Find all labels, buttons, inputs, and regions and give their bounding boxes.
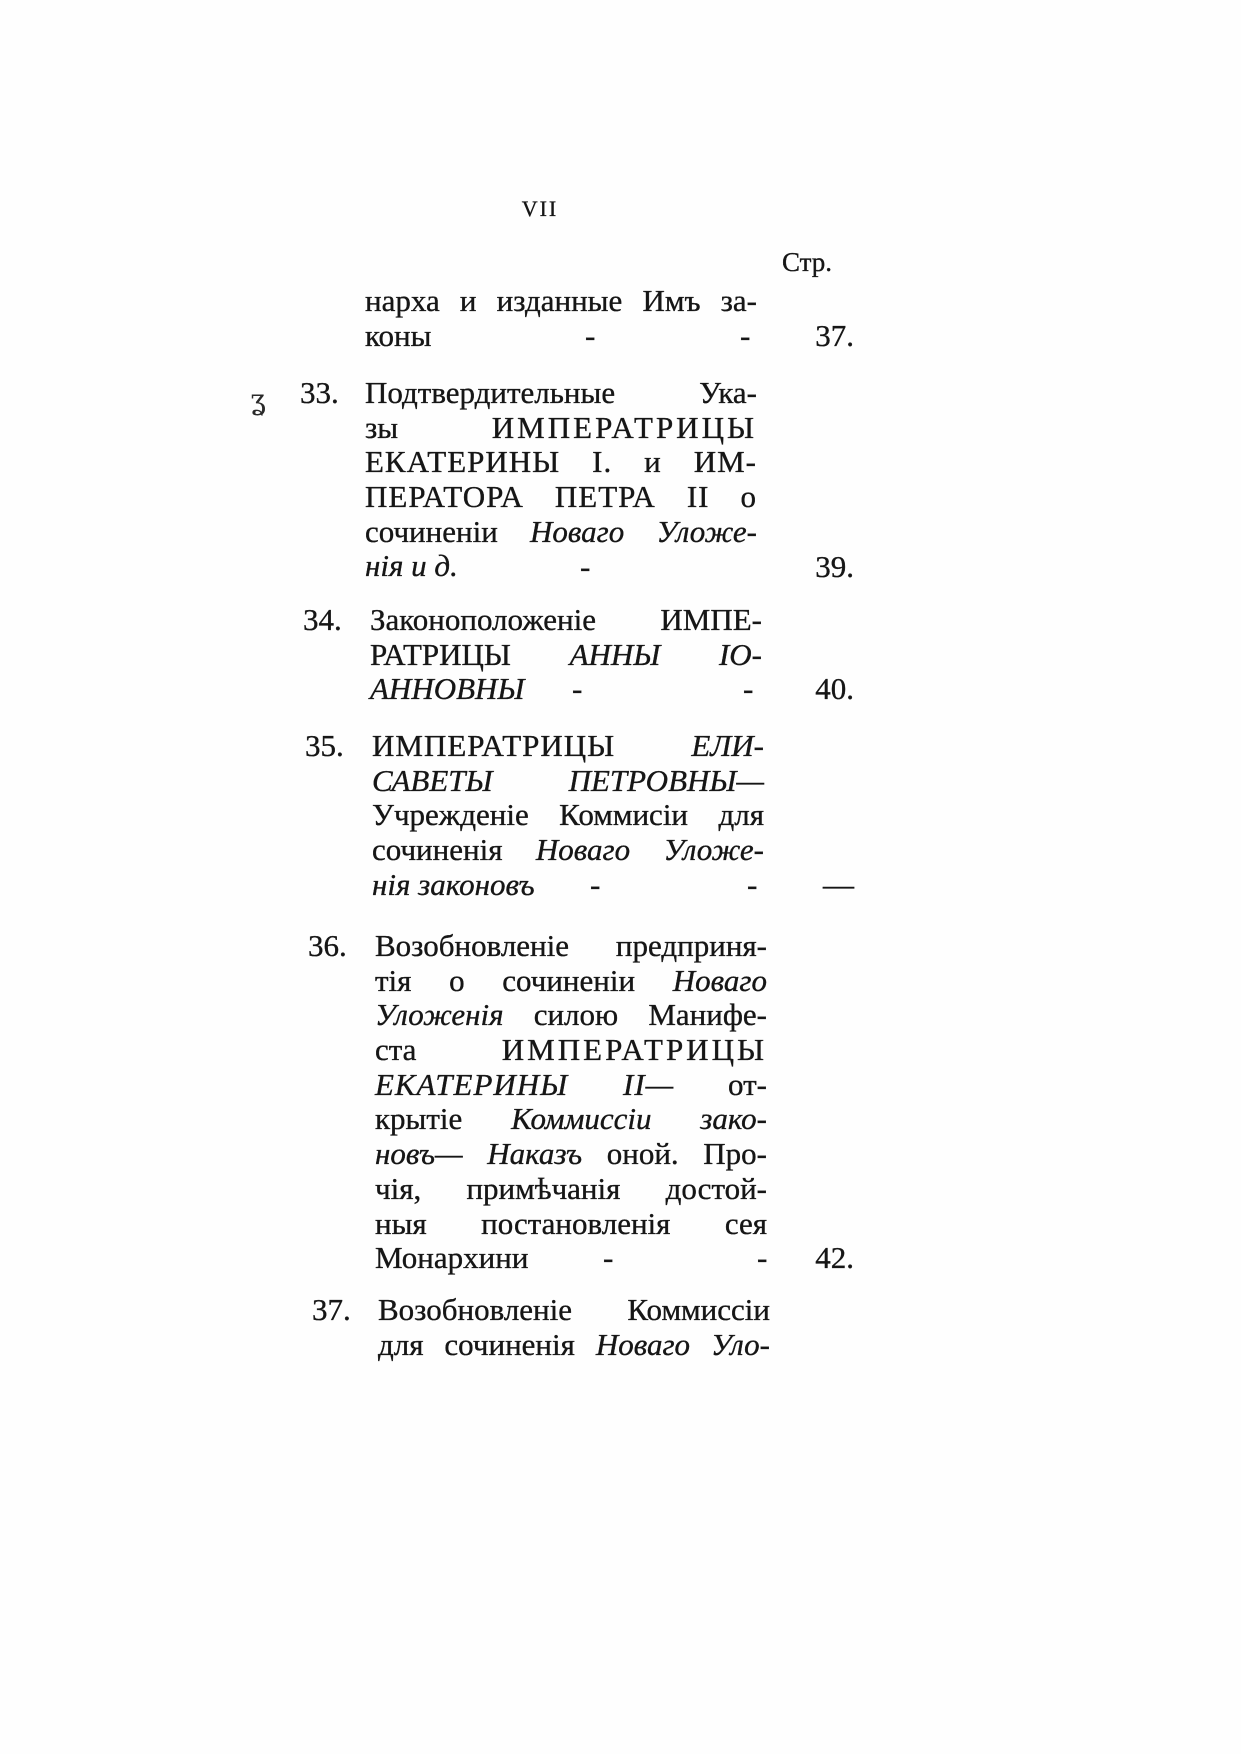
entry-text: Новаго Уло- <box>595 1326 770 1362</box>
toc-entry-line <box>375 998 767 1033</box>
toc-entry-line <box>365 549 757 584</box>
toc-entry-line <box>375 1033 767 1068</box>
toc-entry-line <box>375 929 767 964</box>
toc-entry-line <box>372 868 764 903</box>
toc-entry-line <box>365 411 757 446</box>
toc-entry-line <box>375 964 767 999</box>
entry-text: тія о сочиненіи <box>375 962 673 998</box>
toc-page-number: — <box>823 866 854 902</box>
toc-entry-line <box>365 445 757 480</box>
toc-entry <box>372 729 764 902</box>
entry-text: ныя постановленія сея <box>375 1205 767 1241</box>
entry-text: нія и д. <box>365 548 458 584</box>
toc-entry-number: 37. <box>312 1292 351 1327</box>
entry-text: для сочиненія <box>378 1326 596 1362</box>
entry-text: оной. Про- <box>582 1136 767 1172</box>
entry-text: ИМПЕРАТРИЦЫ <box>372 728 692 763</box>
toc-entry-line <box>365 480 757 515</box>
entry-text: Подтвердительные Ука- <box>365 375 757 410</box>
leader-dash: - <box>585 317 596 353</box>
toc-entry-line <box>375 1241 767 1276</box>
entry-text: ста <box>375 1032 502 1068</box>
entry-text: Новаго Уложе- <box>535 832 764 868</box>
toc-entry-line <box>372 764 764 799</box>
entry-text: коны <box>365 317 432 353</box>
leader-dash: - <box>743 671 754 707</box>
toc-entry <box>365 376 757 584</box>
leader-dash: - <box>580 548 591 584</box>
toc-entry-line <box>370 672 762 707</box>
entry-text: Коммиссіи зако- <box>511 1101 767 1137</box>
entry-text: ИМПЕРАТРИЦЫ <box>501 1032 767 1068</box>
entry-text: АННОВНЫ <box>370 671 525 707</box>
entry-text: Учрежденіе Коммисіи для <box>372 797 764 833</box>
toc-entry-line <box>375 1102 767 1137</box>
toc-entry-number: 34. <box>303 602 342 637</box>
toc-entry-line <box>372 729 764 764</box>
toc-entry <box>378 1293 770 1362</box>
leader-dash: - <box>572 671 583 707</box>
toc-entry-line <box>370 638 762 673</box>
leader-dash: - <box>757 1240 768 1276</box>
entry-text: Новаго Уложе- <box>530 513 757 549</box>
toc-entry <box>375 929 767 1276</box>
entry-text: ЕКАТЕРИНЫ I. и ИМ- <box>365 444 757 480</box>
entry-text: сочиненіи <box>365 513 531 549</box>
toc-entry-line <box>375 1172 767 1207</box>
page-column-header: Стр. <box>782 247 833 277</box>
page-folio: VII <box>521 196 559 221</box>
entry-text: ПЕРАТОРА ПЕТРА II о <box>365 479 757 515</box>
entry-text: РАТРИЦЫ <box>370 636 570 672</box>
toc-page-number: 39. <box>815 548 854 584</box>
entry-text: ИМПЕРАТРИЦЫ <box>491 409 757 445</box>
toc-entry-line <box>370 603 762 638</box>
toc-entry-number: 33. <box>300 375 339 410</box>
toc-entry-number: 35. <box>305 728 344 763</box>
entry-text: АННЫ ІО- <box>569 636 762 672</box>
entry-text: нія законовъ <box>372 866 535 902</box>
entry-text: Возобновленіе предприня- <box>375 928 767 963</box>
entry-text: Возобновленіе Коммиссіи <box>378 1292 770 1327</box>
toc-entry-line <box>378 1293 770 1328</box>
entry-text: САВЕТЫ ПЕТРОВНЫ— <box>372 762 764 798</box>
entry-text: силою Манифе- <box>503 997 767 1033</box>
toc-entry-line <box>375 1137 767 1172</box>
toc-entry-line <box>378 1328 770 1363</box>
toc-page-number: 42. <box>815 1240 854 1276</box>
entry-text: Уложенія <box>375 997 504 1033</box>
leader-dash: - <box>590 866 601 902</box>
leader-dash: - <box>603 1240 614 1276</box>
entry-text: крытіе <box>375 1101 512 1137</box>
entry-text: ЕКАТЕРИНЫ II— <box>375 1066 675 1102</box>
toc-entry-line <box>365 284 757 319</box>
toc-entry-line <box>375 1068 767 1103</box>
toc-entry-line <box>365 376 757 411</box>
toc-entry <box>365 284 757 353</box>
toc-entry-line <box>372 798 764 833</box>
toc-entry-line <box>365 515 757 550</box>
entry-text: новъ— Наказъ <box>375 1136 583 1172</box>
toc-entry-number: 36. <box>308 928 347 963</box>
entry-text: от- <box>674 1066 767 1102</box>
toc-page-number: 40. <box>815 671 854 707</box>
margin-mark: ʓ <box>250 383 266 416</box>
entry-text: нарха и изданные Имъ за- <box>365 283 757 318</box>
entry-text: сочиненія <box>372 832 536 868</box>
entry-text: Новаго <box>672 962 767 998</box>
entry-text: Законоположеніе ИМПЕ- <box>370 602 762 637</box>
toc-entry-line <box>365 319 757 354</box>
entry-text: ЕЛИ- <box>691 728 764 763</box>
toc-entry-line <box>375 1207 767 1242</box>
entry-text: зы <box>365 409 492 445</box>
toc-page-number: 37. <box>815 317 854 353</box>
leader-dash: - <box>740 317 751 353</box>
entry-text: Монархини <box>375 1240 529 1276</box>
entry-text: чія, примѣчанія достой- <box>375 1170 767 1206</box>
leader-dash: - <box>747 866 758 902</box>
toc-entry <box>370 603 762 707</box>
toc-entry-line <box>372 833 764 868</box>
